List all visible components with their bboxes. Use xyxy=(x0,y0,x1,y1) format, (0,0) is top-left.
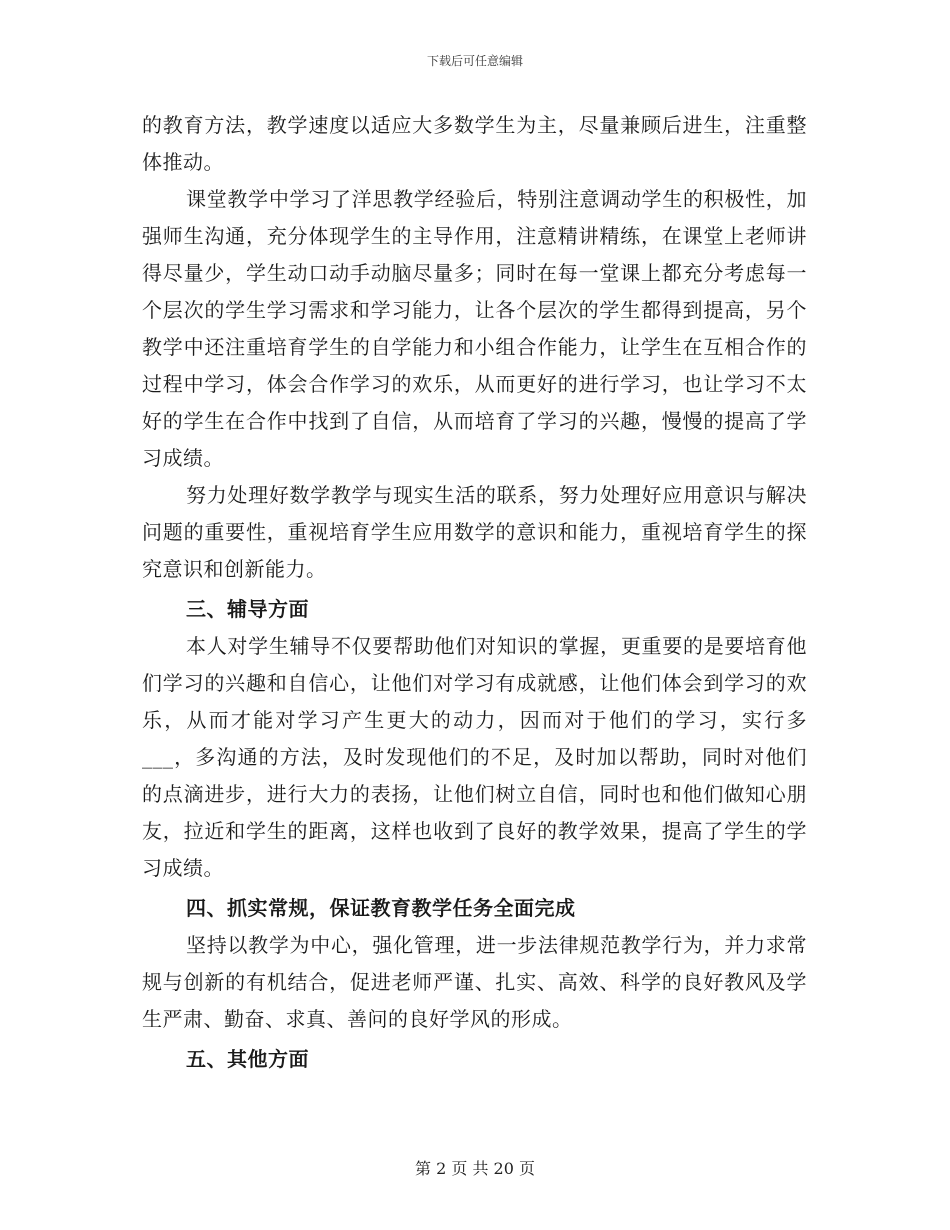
document-body xyxy=(142,107,807,1078)
paragraph-classroom-teaching: 课堂教学中学习了洋思教学经验后，特别注意调动学生的积极性，加强师生沟通，充分体现学生的主导作用，注意精讲精练，在课堂上老师讲得尽量少，学生动口动手动脑尽量多；同时在每一堂课上都充分考虑每一个层次的学生学习需求和学习能力，让各个层次的学生都得到提高，另个教学中还注重培育学生的自学能力和小组合作能力，让学生在互相合作的过程中学习，体会合作学习的欢乐，从而更好的进行学习，也让学习不太好的学生在合作中找到了自信，从而培育了学习的兴趣，慢慢的提高了学习成绩。 xyxy=(142,187,807,470)
paragraph-tutoring: 本人对学生辅导不仅要帮助他们对知识的掌握，更重要的是要培育他们学习的兴趣和自信心，让他们对学习有成就感，让他们体会到学习的欢乐，从而才能对学习产生更大的动力，因而对于他们的学习，实行多___，多沟通的方法，及时发现他们的不足，及时加以帮助，同时对他们的点滴进步，进行大力的表扬，让他们树立自信，同时也和他们做知心朋友，拉近和学生的距离，这样也收到了良好的教学效果，提高了学生的学习成绩。 xyxy=(142,634,807,880)
paragraph-teaching-method-continued: 的教育方法，教学速度以适应大多数学生为主，尽量兼顾后进生，注重整体推动。 xyxy=(142,113,807,174)
section-heading-other: 五、其他方面 xyxy=(186,1047,309,1071)
paragraph-real-life-connection: 努力处理好数学教学与现实生活的联系，努力处理好应用意识与解决问题的重要性，重视培育学生应用数学的意识和能力，重视培育学生的探究意识和创新能力。 xyxy=(142,483,807,581)
page-header: 下载后可任意编辑 xyxy=(426,54,523,68)
paragraph-routine: 坚持以教学为中心，强化管理，进一步法律规范教学行为，并力求常规与创新的有机结合，促进老师严谨、扎实、高效、科学的良好教风及学生严肃、勤奋、求真、善问的良好学风的形成。 xyxy=(142,933,807,1031)
section-heading-routine: 四、抓实常规，保证教育教学任务全面完成 xyxy=(186,896,576,920)
section-heading-tutoring: 三、辅导方面 xyxy=(186,597,309,621)
page-number: 第 2 页 共 20 页 xyxy=(415,1159,535,1178)
